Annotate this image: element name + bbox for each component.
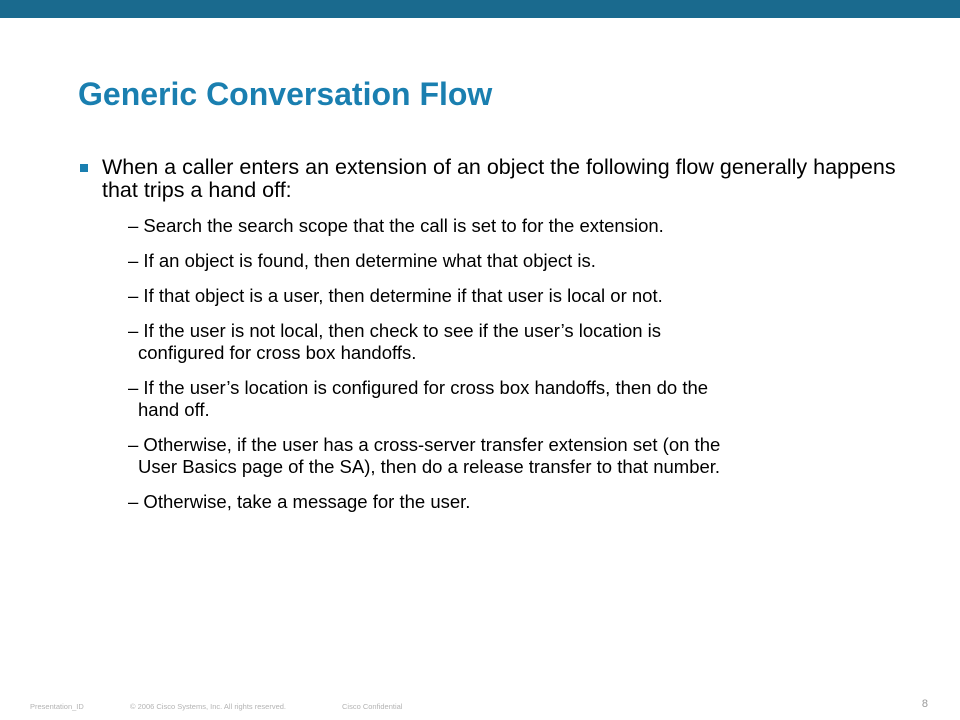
sub-bullet-item (128, 250, 908, 272)
sub-bullet-text: If that object is a user, then determine if that user is local or not. (138, 285, 663, 306)
confidential-label: Cisco Confidential (342, 702, 403, 711)
dash-marker: – (128, 250, 139, 271)
sub-bullet-text: Otherwise, if the user has a cross-server transfer extension set (on the (138, 434, 721, 455)
main-bullet (78, 156, 918, 202)
slide-content (78, 156, 918, 526)
square-bullet-icon (80, 164, 88, 172)
slide-footer (30, 702, 402, 711)
sub-bullet-text: Otherwise, take a message for the user. (138, 491, 471, 512)
main-bullet-text: When a caller enters an extension of an object the following flow generally happens that trips a hand off: (102, 155, 896, 202)
sub-bullet-text: If the user’s location is configured for cross box handoffs, then do the (138, 377, 709, 398)
dash-marker: – (128, 377, 139, 398)
dash-marker: – (128, 215, 139, 236)
top-banner (0, 0, 960, 18)
sub-bullet-item (128, 285, 908, 307)
sub-bullet-item (128, 320, 908, 364)
sub-bullet-text: If an object is found, then determine what that object is. (138, 250, 596, 271)
dash-marker: – (128, 285, 139, 306)
sub-bullet-item (128, 434, 908, 478)
sub-bullet-continuation: configured for cross box handoffs. (138, 342, 417, 363)
sub-bullet-item (128, 377, 908, 421)
sub-bullet-text: If the user is not local, then check to see if the user’s location is (138, 320, 662, 341)
sub-bullet-text: Search the search scope that the call is set to for the extension. (138, 215, 664, 236)
dash-marker: – (128, 434, 139, 455)
copyright-notice: © 2006 Cisco Systems, Inc. All rights reserved. (130, 702, 287, 711)
page-number: 8 (921, 698, 928, 710)
sub-bullet-continuation: User Basics page of the SA), then do a release transfer to that number. (138, 456, 721, 477)
slide-title: Generic Conversation Flow (78, 76, 493, 112)
sub-bullet-continuation: hand off. (138, 399, 210, 420)
presentation-id: Presentation_ID (30, 702, 84, 711)
sub-bullet-list (78, 215, 918, 513)
sub-bullet-item (128, 215, 908, 237)
sub-bullet-item (128, 491, 908, 513)
dash-marker: – (128, 320, 139, 341)
dash-marker: – (128, 491, 139, 512)
